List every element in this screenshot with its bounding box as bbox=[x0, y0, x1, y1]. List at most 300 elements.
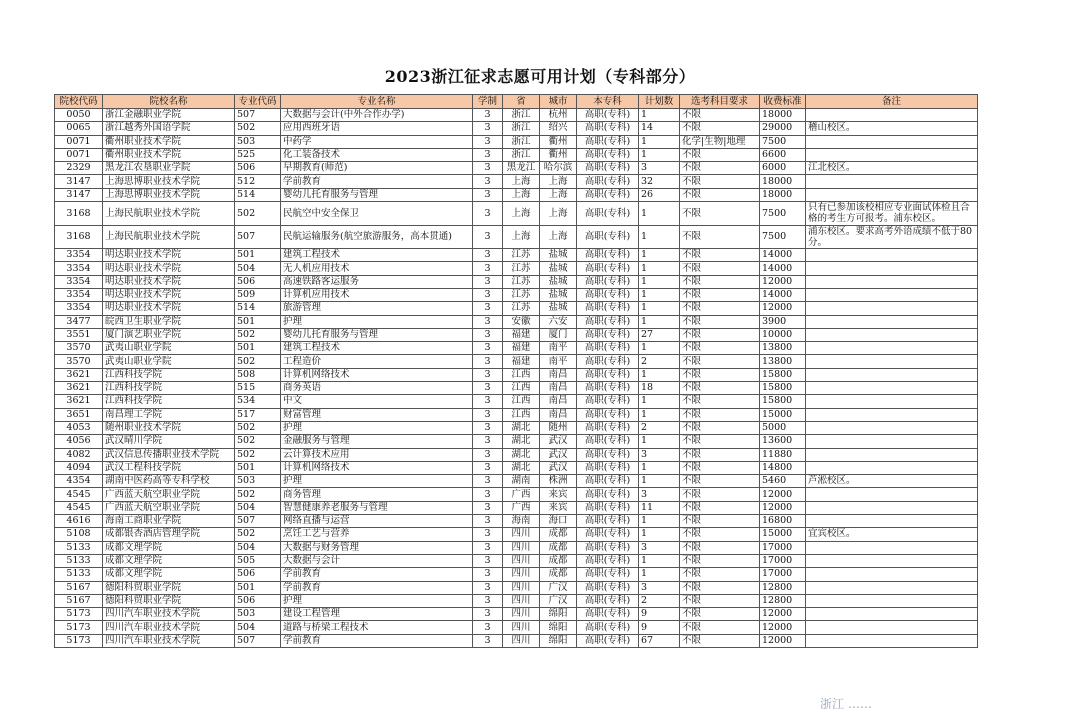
major-code-cell: 534 bbox=[235, 395, 281, 408]
school-name-cell: 上海民航职业技术学院 bbox=[103, 202, 235, 226]
level-cell: 高职(专科) bbox=[577, 175, 639, 188]
school-name-cell: 江西科技学院 bbox=[103, 368, 235, 381]
level-cell: 高职(专科) bbox=[577, 408, 639, 421]
duration-cell: 3 bbox=[473, 188, 503, 201]
subject-requirement-cell: 不限 bbox=[680, 594, 760, 607]
major-code-cell: 502 bbox=[235, 448, 281, 461]
duration-cell: 3 bbox=[473, 122, 503, 135]
school-code-cell: 3168 bbox=[55, 226, 103, 249]
province-cell: 江西 bbox=[503, 408, 540, 421]
province-cell: 四川 bbox=[503, 608, 540, 621]
city-cell: 武汉 bbox=[540, 435, 577, 448]
province-cell: 四川 bbox=[503, 541, 540, 554]
city-cell: 衢州 bbox=[540, 135, 577, 148]
plan-count-cell: 14 bbox=[639, 122, 680, 135]
school-code-cell: 5133 bbox=[55, 541, 103, 554]
duration-cell: 3 bbox=[473, 275, 503, 288]
remark-cell bbox=[806, 634, 978, 647]
column-header: 学制 bbox=[473, 95, 503, 109]
plan-count-cell: 1 bbox=[639, 288, 680, 301]
subject-requirement-cell: 不限 bbox=[680, 395, 760, 408]
duration-cell: 3 bbox=[473, 501, 503, 514]
tuition-cell: 13800 bbox=[760, 342, 806, 355]
plan-count-cell: 3 bbox=[639, 488, 680, 501]
province-cell: 广西 bbox=[503, 488, 540, 501]
major-code-cell: 505 bbox=[235, 554, 281, 567]
column-header: 院校名称 bbox=[103, 95, 235, 109]
school-name-cell: 成都银杏酒店管理学院 bbox=[103, 528, 235, 541]
major-code-cell: 503 bbox=[235, 135, 281, 148]
plan-count-cell: 1 bbox=[639, 342, 680, 355]
school-name-cell: 江西科技学院 bbox=[103, 395, 235, 408]
major-name-cell: 智慧健康养老服务与管理 bbox=[281, 501, 473, 514]
table-row bbox=[55, 109, 978, 122]
level-cell: 高职(专科) bbox=[577, 368, 639, 381]
subject-requirement-cell: 不限 bbox=[680, 275, 760, 288]
duration-cell: 3 bbox=[473, 262, 503, 275]
table-row bbox=[55, 501, 978, 514]
table-row bbox=[55, 608, 978, 621]
tuition-cell: 17000 bbox=[760, 554, 806, 567]
province-cell: 四川 bbox=[503, 554, 540, 567]
level-cell: 高职(专科) bbox=[577, 501, 639, 514]
major-name-cell: 旅游管理 bbox=[281, 302, 473, 315]
school-code-cell: 3621 bbox=[55, 395, 103, 408]
major-name-cell: 大数据与会计 bbox=[281, 554, 473, 567]
city-cell: 绵阳 bbox=[540, 608, 577, 621]
plan-count-cell: 1 bbox=[639, 109, 680, 122]
tuition-cell: 14000 bbox=[760, 249, 806, 262]
level-cell: 高职(专科) bbox=[577, 541, 639, 554]
school-code-cell: 3477 bbox=[55, 315, 103, 328]
plan-count-cell: 1 bbox=[639, 435, 680, 448]
major-name-cell: 民航运输服务(航空旅游服务，高本贯通) bbox=[281, 226, 473, 249]
school-name-cell: 随州职业技术学院 bbox=[103, 421, 235, 434]
city-cell: 绵阳 bbox=[540, 621, 577, 634]
duration-cell: 3 bbox=[473, 202, 503, 226]
remark-cell bbox=[806, 461, 978, 474]
remark-cell bbox=[806, 175, 978, 188]
subject-requirement-cell: 不限 bbox=[680, 202, 760, 226]
remark-cell bbox=[806, 188, 978, 201]
duration-cell: 3 bbox=[473, 408, 503, 421]
plan-count-cell: 26 bbox=[639, 188, 680, 201]
table-row bbox=[55, 262, 978, 275]
major-name-cell: 商务管理 bbox=[281, 488, 473, 501]
major-name-cell: 早期教育(师范) bbox=[281, 162, 473, 175]
table-row bbox=[55, 175, 978, 188]
remark-cell bbox=[806, 621, 978, 634]
remark-cell bbox=[806, 368, 978, 381]
remark-cell: 芦淞校区。 bbox=[806, 475, 978, 488]
watermark: 浙江 …… bbox=[820, 697, 872, 711]
major-code-cell: 503 bbox=[235, 608, 281, 621]
plan-count-cell: 1 bbox=[639, 302, 680, 315]
level-cell: 高职(专科) bbox=[577, 342, 639, 355]
table-row bbox=[55, 408, 978, 421]
remark-cell bbox=[806, 135, 978, 148]
major-name-cell: 学前教育 bbox=[281, 175, 473, 188]
province-cell: 湖北 bbox=[503, 461, 540, 474]
remark-cell: 浦东校区。要求高考外语成绩不低于80分。 bbox=[806, 226, 978, 249]
level-cell: 高职(专科) bbox=[577, 515, 639, 528]
level-cell: 高职(专科) bbox=[577, 528, 639, 541]
province-cell: 江西 bbox=[503, 382, 540, 395]
plan-count-cell: 1 bbox=[639, 315, 680, 328]
subject-requirement-cell: 不限 bbox=[680, 554, 760, 567]
school-code-cell: 3551 bbox=[55, 328, 103, 341]
tuition-cell: 17000 bbox=[760, 568, 806, 581]
remark-cell bbox=[806, 421, 978, 434]
city-cell: 绵阳 bbox=[540, 634, 577, 647]
level-cell: 高职(专科) bbox=[577, 608, 639, 621]
major-code-cell: 507 bbox=[235, 515, 281, 528]
tuition-cell: 7500 bbox=[760, 135, 806, 148]
duration-cell: 3 bbox=[473, 249, 503, 262]
remark-cell bbox=[806, 328, 978, 341]
city-cell: 南昌 bbox=[540, 382, 577, 395]
major-name-cell: 中文 bbox=[281, 395, 473, 408]
school-name-cell: 武汉信息传播职业技术学院 bbox=[103, 448, 235, 461]
table-row bbox=[55, 249, 978, 262]
province-cell: 福建 bbox=[503, 342, 540, 355]
duration-cell: 3 bbox=[473, 541, 503, 554]
subject-requirement-cell: 不限 bbox=[680, 122, 760, 135]
table-row bbox=[55, 448, 978, 461]
plan-count-cell: 1 bbox=[639, 515, 680, 528]
province-cell: 四川 bbox=[503, 634, 540, 647]
table-row bbox=[55, 368, 978, 381]
city-cell: 盐城 bbox=[540, 249, 577, 262]
plan-count-cell: 11 bbox=[639, 501, 680, 514]
province-cell: 浙江 bbox=[503, 109, 540, 122]
subject-requirement-cell: 不限 bbox=[680, 148, 760, 161]
duration-cell: 3 bbox=[473, 355, 503, 368]
remark-cell: 只有已参加该校相应专业面试体检且合格的考生方可报考。浦东校区。 bbox=[806, 202, 978, 226]
school-code-cell: 3621 bbox=[55, 382, 103, 395]
table-row bbox=[55, 355, 978, 368]
city-cell: 海口 bbox=[540, 515, 577, 528]
school-code-cell: 4082 bbox=[55, 448, 103, 461]
level-cell: 高职(专科) bbox=[577, 461, 639, 474]
tuition-cell: 12000 bbox=[760, 275, 806, 288]
remark-cell bbox=[806, 554, 978, 567]
tuition-cell: 15800 bbox=[760, 382, 806, 395]
province-cell: 浙江 bbox=[503, 135, 540, 148]
major-name-cell: 计算机应用技术 bbox=[281, 288, 473, 301]
province-cell: 四川 bbox=[503, 568, 540, 581]
table-row bbox=[55, 302, 978, 315]
duration-cell: 3 bbox=[473, 288, 503, 301]
subject-requirement-cell: 不限 bbox=[680, 302, 760, 315]
tuition-cell: 18000 bbox=[760, 188, 806, 201]
table-row bbox=[55, 581, 978, 594]
duration-cell: 3 bbox=[473, 315, 503, 328]
level-cell: 高职(专科) bbox=[577, 148, 639, 161]
major-name-cell: 化工装备技术 bbox=[281, 148, 473, 161]
subject-requirement-cell: 不限 bbox=[680, 288, 760, 301]
subject-requirement-cell: 不限 bbox=[680, 448, 760, 461]
city-cell: 成都 bbox=[540, 568, 577, 581]
subject-requirement-cell: 不限 bbox=[680, 515, 760, 528]
column-header: 城市 bbox=[540, 95, 577, 109]
level-cell: 高职(专科) bbox=[577, 226, 639, 249]
remark-cell bbox=[806, 148, 978, 161]
major-name-cell: 护理 bbox=[281, 594, 473, 607]
subject-requirement-cell: 不限 bbox=[680, 175, 760, 188]
major-code-cell: 514 bbox=[235, 188, 281, 201]
tuition-cell: 13800 bbox=[760, 355, 806, 368]
tuition-cell: 5000 bbox=[760, 421, 806, 434]
level-cell: 高职(专科) bbox=[577, 188, 639, 201]
province-cell: 安徽 bbox=[503, 315, 540, 328]
school-name-cell: 广西蓝天航空职业学院 bbox=[103, 488, 235, 501]
tuition-cell: 14800 bbox=[760, 461, 806, 474]
level-cell: 高职(专科) bbox=[577, 621, 639, 634]
city-cell: 株洲 bbox=[540, 475, 577, 488]
tuition-cell: 5460 bbox=[760, 475, 806, 488]
level-cell: 高职(专科) bbox=[577, 435, 639, 448]
table-body bbox=[55, 109, 978, 648]
remark-cell bbox=[806, 382, 978, 395]
major-code-cell: 502 bbox=[235, 122, 281, 135]
plan-count-cell: 3 bbox=[639, 162, 680, 175]
school-code-cell: 3168 bbox=[55, 202, 103, 226]
province-cell: 福建 bbox=[503, 355, 540, 368]
level-cell: 高职(专科) bbox=[577, 109, 639, 122]
major-name-cell: 护理 bbox=[281, 421, 473, 434]
tuition-cell: 12000 bbox=[760, 621, 806, 634]
school-name-cell: 明达职业技术学院 bbox=[103, 262, 235, 275]
tuition-cell: 7500 bbox=[760, 226, 806, 249]
school-code-cell: 3354 bbox=[55, 302, 103, 315]
table-row bbox=[55, 288, 978, 301]
duration-cell: 3 bbox=[473, 175, 503, 188]
remark-cell bbox=[806, 581, 978, 594]
school-code-cell: 4545 bbox=[55, 501, 103, 514]
table-row bbox=[55, 475, 978, 488]
major-name-cell: 网络直播与运营 bbox=[281, 515, 473, 528]
remark-cell bbox=[806, 342, 978, 355]
column-header: 专业代码 bbox=[235, 95, 281, 109]
duration-cell: 3 bbox=[473, 554, 503, 567]
duration-cell: 3 bbox=[473, 368, 503, 381]
subject-requirement-cell: 不限 bbox=[680, 342, 760, 355]
major-code-cell: 506 bbox=[235, 568, 281, 581]
remark-cell bbox=[806, 275, 978, 288]
subject-requirement-cell: 不限 bbox=[680, 421, 760, 434]
subject-requirement-cell: 不限 bbox=[680, 408, 760, 421]
duration-cell: 3 bbox=[473, 421, 503, 434]
school-code-cell: 4053 bbox=[55, 421, 103, 434]
school-name-cell: 武夷山职业学院 bbox=[103, 342, 235, 355]
duration-cell: 3 bbox=[473, 382, 503, 395]
school-code-cell: 3570 bbox=[55, 355, 103, 368]
major-name-cell: 计算机网络技术 bbox=[281, 368, 473, 381]
plan-count-cell: 1 bbox=[639, 528, 680, 541]
plan-table bbox=[54, 94, 978, 648]
school-name-cell: 武汉工程科技学院 bbox=[103, 461, 235, 474]
school-code-cell: 0071 bbox=[55, 148, 103, 161]
province-cell: 上海 bbox=[503, 175, 540, 188]
major-code-cell: 502 bbox=[235, 328, 281, 341]
school-code-cell: 4056 bbox=[55, 435, 103, 448]
city-cell: 绍兴 bbox=[540, 122, 577, 135]
major-name-cell: 无人机应用技术 bbox=[281, 262, 473, 275]
school-code-cell: 4545 bbox=[55, 488, 103, 501]
column-header: 收费标准 bbox=[760, 95, 806, 109]
subject-requirement-cell: 不限 bbox=[680, 501, 760, 514]
school-code-cell: 3354 bbox=[55, 288, 103, 301]
major-code-cell: 506 bbox=[235, 162, 281, 175]
school-name-cell: 成都文理学院 bbox=[103, 568, 235, 581]
province-cell: 江苏 bbox=[503, 249, 540, 262]
province-cell: 江苏 bbox=[503, 275, 540, 288]
table-row bbox=[55, 188, 978, 201]
duration-cell: 3 bbox=[473, 568, 503, 581]
major-name-cell: 金融服务与管理 bbox=[281, 435, 473, 448]
tuition-cell: 7500 bbox=[760, 202, 806, 226]
duration-cell: 3 bbox=[473, 148, 503, 161]
major-name-cell: 建设工程管理 bbox=[281, 608, 473, 621]
plan-count-cell: 1 bbox=[639, 368, 680, 381]
school-name-cell: 上海思博职业技术学院 bbox=[103, 175, 235, 188]
school-name-cell: 海南工商职业学院 bbox=[103, 515, 235, 528]
table-row bbox=[55, 342, 978, 355]
level-cell: 高职(专科) bbox=[577, 568, 639, 581]
duration-cell: 3 bbox=[473, 581, 503, 594]
remark-cell bbox=[806, 288, 978, 301]
duration-cell: 3 bbox=[473, 621, 503, 634]
school-code-cell: 3354 bbox=[55, 275, 103, 288]
remark-cell: 稽山校区。 bbox=[806, 122, 978, 135]
school-name-cell: 武夷山职业学院 bbox=[103, 355, 235, 368]
school-name-cell: 明达职业技术学院 bbox=[103, 249, 235, 262]
tuition-cell: 12000 bbox=[760, 488, 806, 501]
table-row bbox=[55, 122, 978, 135]
column-header: 院校代码 bbox=[55, 95, 103, 109]
level-cell: 高职(专科) bbox=[577, 328, 639, 341]
city-cell: 六安 bbox=[540, 315, 577, 328]
table-row bbox=[55, 395, 978, 408]
school-code-cell: 5173 bbox=[55, 621, 103, 634]
major-code-cell: 525 bbox=[235, 148, 281, 161]
province-cell: 四川 bbox=[503, 581, 540, 594]
province-cell: 湖北 bbox=[503, 448, 540, 461]
table-row bbox=[55, 568, 978, 581]
column-header: 本专科 bbox=[577, 95, 639, 109]
subject-requirement-cell: 不限 bbox=[680, 382, 760, 395]
remark-cell bbox=[806, 515, 978, 528]
level-cell: 高职(专科) bbox=[577, 275, 639, 288]
plan-count-cell: 2 bbox=[639, 421, 680, 434]
plan-count-cell: 1 bbox=[639, 395, 680, 408]
tuition-cell: 17000 bbox=[760, 541, 806, 554]
major-code-cell: 504 bbox=[235, 262, 281, 275]
plan-count-cell: 3 bbox=[639, 448, 680, 461]
school-code-cell: 5133 bbox=[55, 568, 103, 581]
remark-cell bbox=[806, 262, 978, 275]
major-code-cell: 506 bbox=[235, 275, 281, 288]
school-name-cell: 衢州职业技术学院 bbox=[103, 148, 235, 161]
major-code-cell: 506 bbox=[235, 594, 281, 607]
plan-count-cell: 1 bbox=[639, 568, 680, 581]
table-row bbox=[55, 315, 978, 328]
plan-count-cell: 1 bbox=[639, 475, 680, 488]
remark-cell bbox=[806, 568, 978, 581]
city-cell: 盐城 bbox=[540, 262, 577, 275]
subject-requirement-cell: 不限 bbox=[680, 621, 760, 634]
table-row bbox=[55, 135, 978, 148]
city-cell: 成都 bbox=[540, 541, 577, 554]
province-cell: 江苏 bbox=[503, 288, 540, 301]
table-row bbox=[55, 634, 978, 647]
school-code-cell: 5167 bbox=[55, 581, 103, 594]
major-name-cell: 计算机网络技术 bbox=[281, 461, 473, 474]
major-name-cell: 应用西班牙语 bbox=[281, 122, 473, 135]
province-cell: 上海 bbox=[503, 226, 540, 249]
remark-cell bbox=[806, 249, 978, 262]
remark-cell bbox=[806, 395, 978, 408]
tuition-cell: 14000 bbox=[760, 262, 806, 275]
subject-requirement-cell: 不限 bbox=[680, 188, 760, 201]
tuition-cell: 15000 bbox=[760, 408, 806, 421]
province-cell: 福建 bbox=[503, 328, 540, 341]
level-cell: 高职(专科) bbox=[577, 421, 639, 434]
tuition-cell: 6000 bbox=[760, 162, 806, 175]
major-code-cell: 503 bbox=[235, 475, 281, 488]
column-header: 专业名称 bbox=[281, 95, 473, 109]
school-code-cell: 0065 bbox=[55, 122, 103, 135]
table-row bbox=[55, 202, 978, 226]
school-code-cell: 3354 bbox=[55, 262, 103, 275]
level-cell: 高职(专科) bbox=[577, 249, 639, 262]
major-name-cell: 工程造价 bbox=[281, 355, 473, 368]
major-name-cell: 学前教育 bbox=[281, 581, 473, 594]
level-cell: 高职(专科) bbox=[577, 202, 639, 226]
column-header: 选考科目要求 bbox=[680, 95, 760, 109]
tuition-cell: 12800 bbox=[760, 594, 806, 607]
school-code-cell: 4094 bbox=[55, 461, 103, 474]
province-cell: 上海 bbox=[503, 188, 540, 201]
major-code-cell: 502 bbox=[235, 355, 281, 368]
province-cell: 四川 bbox=[503, 528, 540, 541]
plan-count-cell: 1 bbox=[639, 135, 680, 148]
duration-cell: 3 bbox=[473, 475, 503, 488]
major-code-cell: 512 bbox=[235, 175, 281, 188]
plan-count-cell: 32 bbox=[639, 175, 680, 188]
subject-requirement-cell: 不限 bbox=[680, 435, 760, 448]
plan-count-cell: 27 bbox=[639, 328, 680, 341]
level-cell: 高职(专科) bbox=[577, 594, 639, 607]
school-name-cell: 广西蓝天航空职业学院 bbox=[103, 501, 235, 514]
level-cell: 高职(专科) bbox=[577, 488, 639, 501]
level-cell: 高职(专科) bbox=[577, 288, 639, 301]
table-row bbox=[55, 621, 978, 634]
school-code-cell: 5173 bbox=[55, 608, 103, 621]
table-row bbox=[55, 275, 978, 288]
city-cell: 盐城 bbox=[540, 302, 577, 315]
duration-cell: 3 bbox=[473, 634, 503, 647]
plan-count-cell: 1 bbox=[639, 202, 680, 226]
plan-count-cell: 1 bbox=[639, 554, 680, 567]
province-cell: 黑龙江 bbox=[503, 162, 540, 175]
city-cell: 南昌 bbox=[540, 395, 577, 408]
level-cell: 高职(专科) bbox=[577, 315, 639, 328]
duration-cell: 3 bbox=[473, 135, 503, 148]
school-code-cell: 3570 bbox=[55, 342, 103, 355]
subject-requirement-cell: 不限 bbox=[680, 328, 760, 341]
